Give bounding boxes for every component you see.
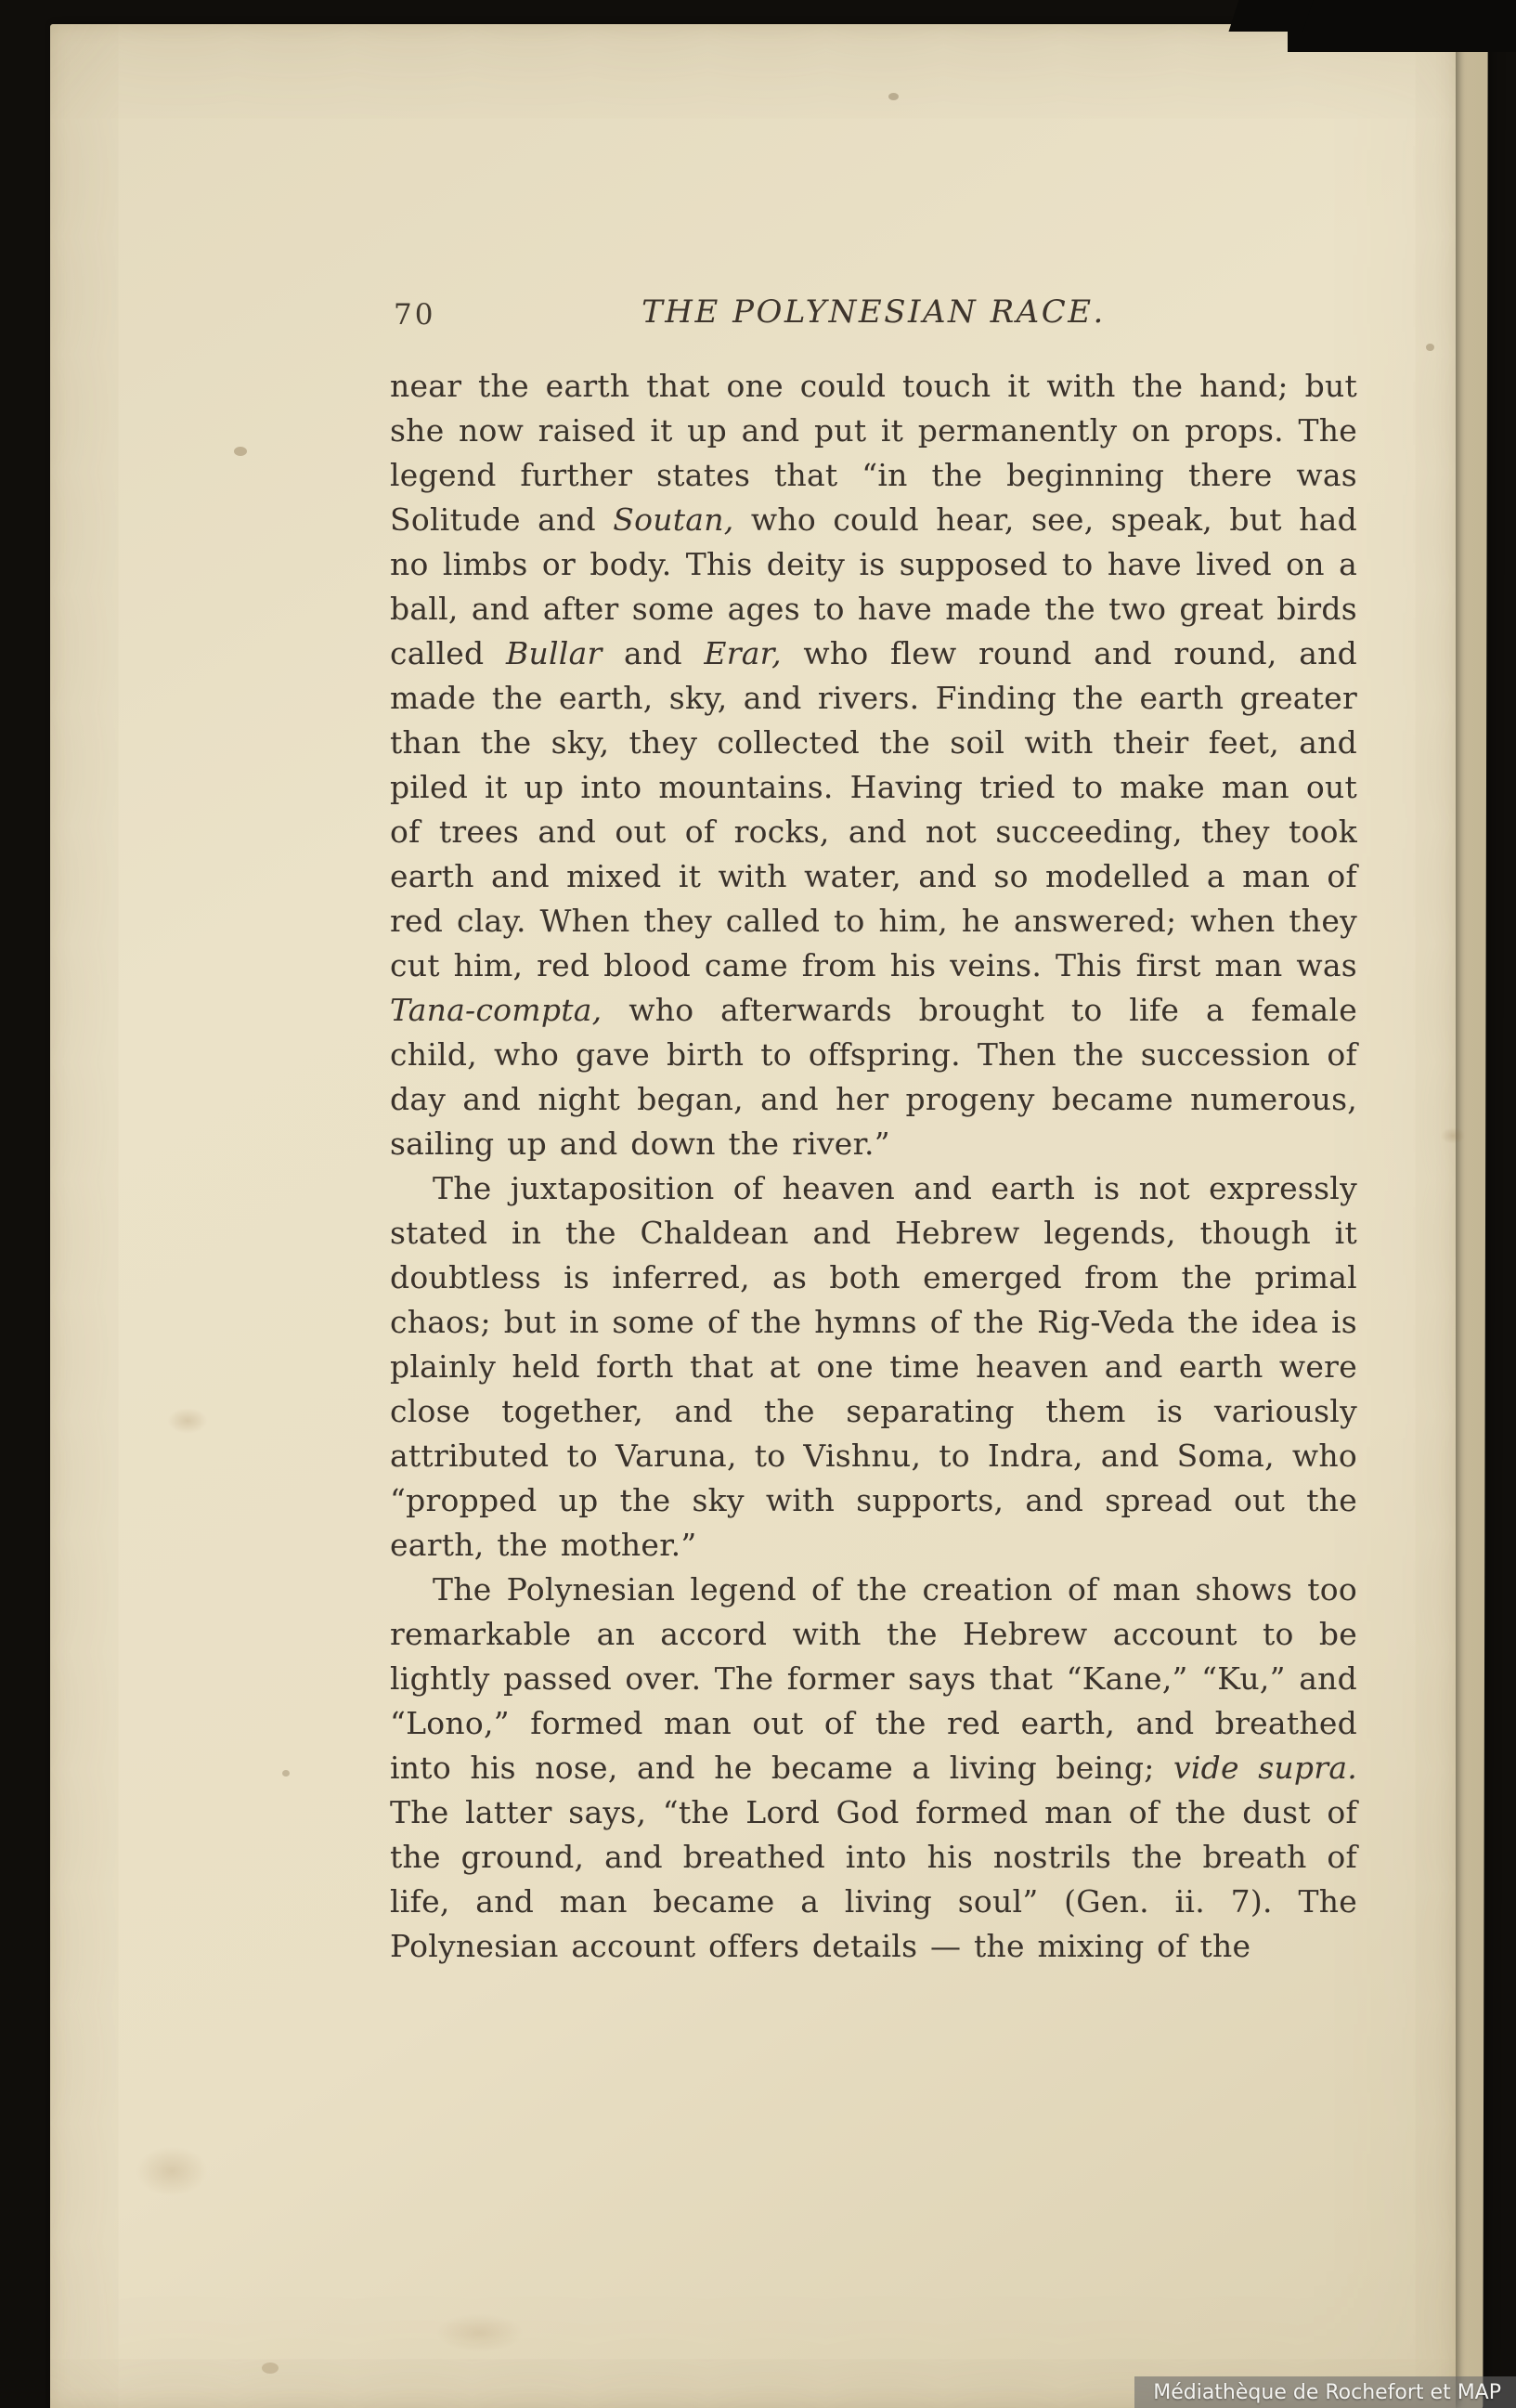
body-text: and	[602, 635, 705, 671]
italic-text: Erar,	[704, 635, 782, 671]
page-header	[390, 293, 1357, 338]
watermark-bar	[1134, 2376, 1516, 2408]
body-text: The latter says, “the Lord God formed man of the dust of the ground, and breathed into his nostrils the breath of life, and man became a living soul” (Gen. ii. 7). The Polynesian account offers details — the mixing of the	[390, 1794, 1357, 1964]
body-text: The Polynesian legend of the creation of man shows too remarkable an accord with the Hebrew account to be lightly passed over. The former says that “Kane,” “Ku,” and “Lono,” formed man out of the red earth, and breathed into his nose, and he became a living being;	[390, 1571, 1357, 1786]
age-spot	[136, 2146, 208, 2196]
paragraph	[390, 364, 1357, 1166]
body-text: who afterwards brought to life a female child, who gave birth to offspring. Then the succession of day and night began, and her progeny became numerous, sailing up and down the river.”	[390, 992, 1357, 1162]
italic-text: Bullar	[505, 635, 603, 671]
paragraph	[390, 1568, 1357, 1969]
age-spot	[262, 2362, 279, 2374]
book-page	[50, 24, 1456, 2408]
age-spot	[1426, 344, 1434, 351]
body-text: who could hear, see, speak, but had no limbs or body. This deity is supposed to have lived on a ball, and after some ages to have made the two great birds called	[390, 501, 1357, 671]
age-spot	[435, 2313, 524, 2352]
binding-shadow	[1288, 0, 1516, 52]
italic-text: Soutan,	[613, 501, 734, 538]
watermark-text: Médiathèque de Rochefort et MAP	[1153, 2380, 1501, 2404]
age-spot	[234, 447, 247, 456]
age-spot	[282, 1770, 290, 1777]
italic-text: Tana-compta,	[390, 992, 603, 1028]
paragraph	[390, 1166, 1357, 1568]
page-text	[390, 364, 1357, 1969]
page-number: 70	[394, 298, 436, 332]
age-spot	[167, 1408, 208, 1434]
body-text: The juxtaposition of heaven and earth is not expressly stated in the Chaldean and Hebrew legends, though it doubtless is inferred, as both emerged from the primal chaos; but in some of the hymns of the Rig-Veda the idea is plainly held forth that at one time heaven and earth were close together, and the separating them is variously attributed to Varuna, to Vishnu, to Indra, and Soma, who “propped up the sky with supports, and spread out the earth, the mother.”	[390, 1170, 1357, 1563]
body-text: near the earth that one could touch it with the hand; but she now raised it up and put it permanently on props. The legend further states that “in the beginning there was Solitude and	[390, 368, 1357, 538]
body-text: who flew round and round, and made the earth, sky, and rivers. Finding the earth greater than the sky, they collected the soil with their feet, and piled it up into mountains. Having tried to make man out of trees and out of rocks, and not succeeding, they took earth and mixed it with water, and so modelled a man of red clay. When they called to him, he answered; when they cut him, red blood came from his veins. This first man was	[390, 635, 1357, 983]
italic-text: vide supra.	[1173, 1750, 1357, 1786]
text-column	[390, 293, 1357, 1969]
age-spot	[888, 93, 899, 100]
running-title: THE POLYNESIAN RACE.	[641, 293, 1106, 331]
